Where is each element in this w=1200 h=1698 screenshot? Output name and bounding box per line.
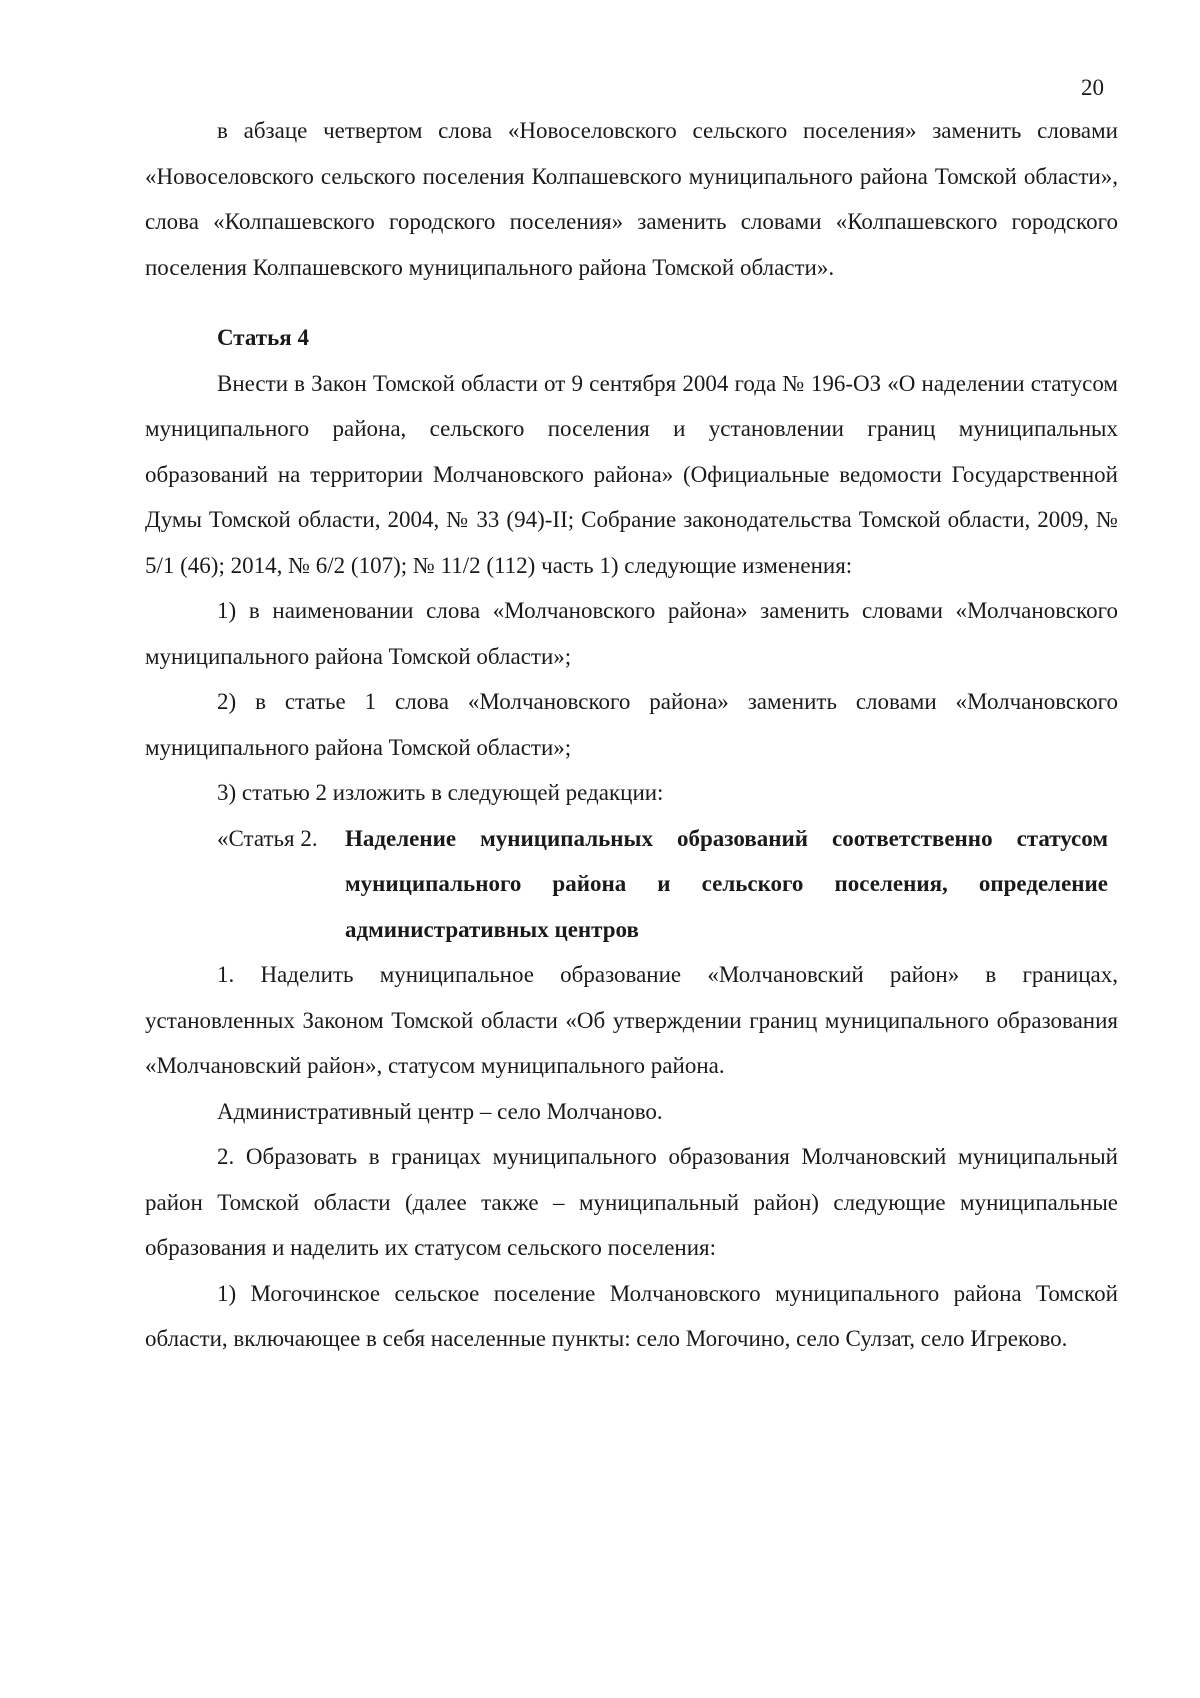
paragraph-item-1: 1) в наименовании слова «Молчановского района» заменить словами «Молчановского муниципального района Томской области»; <box>145 598 1118 669</box>
document-body <box>145 108 1118 1362</box>
paragraph-subpoint-1: 1) Могочинское сельское поселение Молчановского муниципального района Томской области, включающее в себя населенные пункты: село Могочино, село Сулзат, село Игреково. <box>145 1280 1118 1351</box>
paragraph-administrative-center: Административный центр – село Молчаново. <box>217 1098 663 1124</box>
article-title-text: Наделение муниципальных образований соответственно статусом муниципального района и сельского поселения, определение административных центров <box>345 825 1108 942</box>
paragraph-item-3: 3) статью 2 изложить в следующей редакции: <box>217 780 664 805</box>
page-number: 20 <box>1081 75 1104 100</box>
paragraph-amend-law: Внести в Закон Томской области от 9 сентября 2004 года № 196-ОЗ «О наделении статусом муниципального района, сельского поселения и установлении границ муниципальных образований на территории Молчановского района» (Официальные ведомости Государственной Думы Томской области, 2004, № 33 (94)-II; Собрание законодательства Томской области, 2009, № 5/1 (46); 2014, № 6/2 (107); № 11/2 (112) часть 1) следующие изменения: <box>145 370 1118 578</box>
paragraph-point-2: 2. Образовать в границах муниципального образования Молчановский муниципальный район Томской области (далее также – муниципальный район) следующие муниципальные образования и наделить их статусом сельского поселения: <box>145 1144 1118 1260</box>
paragraph-item-2: 2) в статье 1 слова «Молчановского района» заменить словами «Молчановского муниципального района Томской области»; <box>145 689 1118 760</box>
paragraph-point-1: 1. Наделить муниципальное образование «Молчановский район» в границах, установленных Законом Томской области «Об утверждении границ муниципального образования «Молчановский район», статусом муниципального района. <box>145 962 1118 1078</box>
article-heading: Статья 4 <box>217 325 309 350</box>
paragraph-amendment-fourth-clause: в абзаце четвертом слова «Новоселовского сельского поселения» заменить словами «Новоселовского сельского поселения Колпашевского муниципального района Томской области», слова «Колпашевского городского поселения» заменить словами «Колпашевского городского поселения Колпашевского муниципального района Томской области». <box>145 118 1118 280</box>
quoted-article-title <box>145 816 1118 953</box>
article-title-prefix: «Статья 2. <box>217 825 318 851</box>
